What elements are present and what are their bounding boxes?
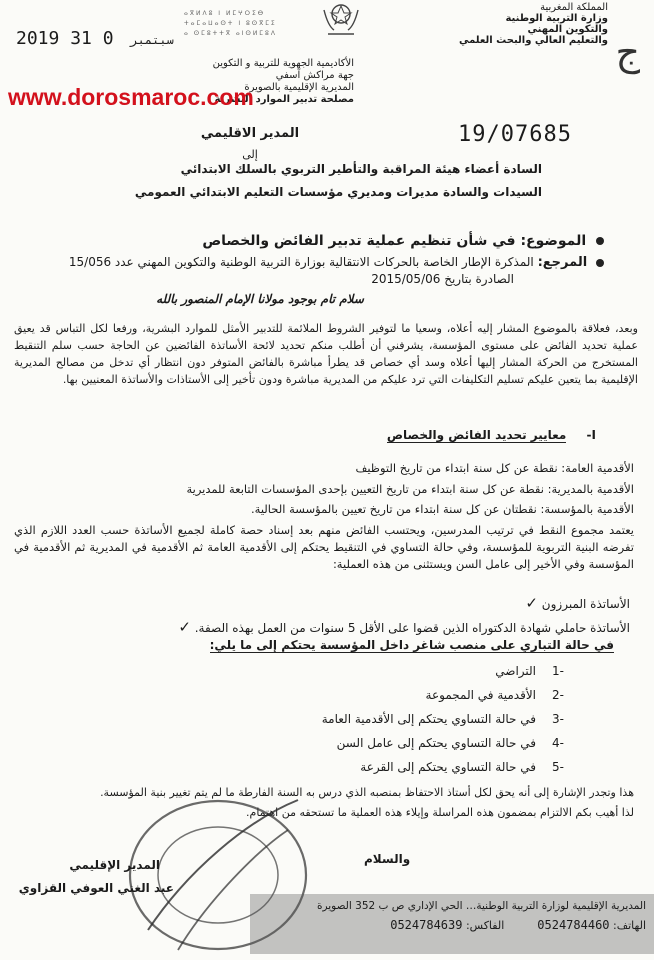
list-item: -1التراضي xyxy=(495,664,564,678)
footer-contacts xyxy=(250,918,646,932)
ministry-line-3: والتكوين المهني xyxy=(527,24,608,35)
reference-number: 19/07685 xyxy=(458,122,572,147)
vacancy-case-text: في حالة التباري على منصب شاغر داخل المؤسسة يحتكم إلى ما يلي: xyxy=(209,638,614,652)
closing-salutation: والسلام xyxy=(364,852,411,866)
phone-label: الهاتف: xyxy=(613,919,646,932)
checkmark-icon: ✓ xyxy=(525,594,538,612)
list-item: -2الأقدمية في المجموعة xyxy=(425,688,564,702)
letter-date xyxy=(16,28,180,49)
ministry-line-1: المملكة المغربية xyxy=(540,2,608,13)
exception-item xyxy=(20,594,630,612)
criterion-school-seniority: الأقدمية بالمؤسسة: نقطتان عن كل سنة ابتداء من تاريخ تعيين بالمؤسسة الحالية. xyxy=(251,502,634,516)
academy-line-1: الأكاديمية الجهوية للتربية و التكوين xyxy=(212,58,354,69)
fax-label: الفاكس: xyxy=(465,919,505,932)
section-title: معايير تحديد الفائض والخصاص xyxy=(386,428,567,442)
reference-line xyxy=(44,255,604,270)
academy-line-4: مصلحة تدبير الموارد البشرية xyxy=(214,94,354,105)
criterion-general-seniority: الأقدمية العامة: نقطة عن كل سنة ابتداء من تاريخ التوظيف xyxy=(355,461,634,475)
body-paragraph: وبعد، فعلاقة بالموضوع المشار إليه أعلاه، وسعيا ما لتوفير الشروط الملائمة للتدبير الأمثل للموارد البشرية، ورفعا لكل التباس قد يعيق عملية تحديد الفائض على مستوى المؤسسة، يشرفني أن أطلب منكم تحديد لائحة الأساتذة الفائضين عن الحاجة حسب سلم التنقيط المستخرج من الحركة المشار إليها أعلاه وسد أي خصاص قد يطرأ مباشرة بالفائض المتوفر دون انتظار أي تدخل من مصالح المديرية الإقليمية بما يتعين عليكم تسليم التكليفات التي ترد عليكم من المديرية مباشرة ودون تأخير إلى الأستاذات والأساتذة المعنيين بها. xyxy=(14,322,638,386)
to-label: إلى xyxy=(242,148,258,161)
academy-line-3: المديرية الإقليمية بالصويرة xyxy=(244,82,354,93)
subject-label: الموضوع: xyxy=(520,233,587,249)
list-item: -5في حالة التساوي يحتكم إلى القرعة xyxy=(360,760,564,774)
subject-line xyxy=(44,233,604,249)
ministry-line-2: وزارة التربية الوطنية xyxy=(505,13,608,24)
bullet-icon xyxy=(596,259,604,267)
recipients-line-2: السيدات والسادة مديرات ومديري مؤسسات التعليم الابتدائي العمومي xyxy=(134,185,542,199)
subject-text: في شأن تنظيم عملية تدبير الفائض والخصاص xyxy=(202,233,516,249)
reference-label: المرجع: xyxy=(537,255,588,270)
section-heading xyxy=(296,428,596,442)
signatory-role: المدير الإقليمي xyxy=(69,858,160,872)
phone-number: 0524784460 xyxy=(537,918,610,932)
vacancy-case-heading xyxy=(14,638,614,652)
academy-line-2: جهة مراكش آسفي xyxy=(275,70,354,81)
reference-date: الصادرة بتاريخ 2015/05/06 xyxy=(371,272,514,286)
ministry-line-4: والتعليم العالي والبحث العلمي xyxy=(458,35,608,46)
date-month: سبتمبر xyxy=(130,33,174,47)
fax-number: 0524784639 xyxy=(390,918,463,932)
list-item: -3في حالة التساوي يحتكم إلى الأقدمية العامة xyxy=(321,712,564,726)
exception-item xyxy=(20,618,630,636)
tifinagh-line-3: ⴰ ⵙⵎⵓⵜⵜⴳ ⴰⵏⵙⵍⵎⵓⴷ xyxy=(184,30,277,37)
reference-text: المذكرة الإطار الخاصة بالحركات الانتقالية بوزارة التربية الوطنية والتكوين المهني عدد 15/056 xyxy=(68,255,534,269)
greeting: سلام تام بوجود مولانا الإمام المنصور بالله xyxy=(156,292,364,306)
handwritten-page-mark: ج xyxy=(615,30,640,74)
date-day: 0 31 xyxy=(70,28,114,49)
website-watermark[interactable]: www.dorosmaroc.com xyxy=(8,84,254,110)
date-year: 2019 xyxy=(16,28,60,49)
criterion-directorate-seniority: الأقدمية بالمديرية: نقطة عن كل سنة ابتداء من تاريخ التعيين بإحدى المؤسسات التابعة للمديرية xyxy=(186,482,634,496)
tifinagh-line-2: ⵜⴰⵎⴰⵡⴰⵙⵜ ⵏ ⵓⵙⴳⵎⵉ xyxy=(184,20,277,27)
note-compliance: لذا أهيب بكم الالتزام بمضمون هذه المراسلة وإيلاء هذه العملية ما تستحقه من اهتمام. xyxy=(246,806,634,819)
bullet-icon xyxy=(596,237,604,245)
signatory-name: عبد الغني العوفي القزاوي xyxy=(18,881,174,895)
tifinagh-line-1: ⴰⴳⵍⴷⵓ ⵏ ⵍⵎⵖⵔⵉⴱ xyxy=(184,10,266,17)
ministry-header xyxy=(418,2,608,46)
footer-address: المديرية الإقليمية لوزارة التربية الوطنية… الحي الإداري ص ب 352 الصويرة xyxy=(316,900,646,912)
note-retention: هذا وتجدر الإشارة إلى أنه يحق لكل أستاذ الاحتفاظ بمنصبه الذي درس به السنة الفارطة ما لم يتم تغيير بنية المؤسسة. xyxy=(100,786,634,799)
exception-text: الأساتذة حاملي شهادة الدكتوراه الذين قضوا على الأقل 5 سنوات من العمل بهذه الصفة. xyxy=(194,621,630,635)
checkmark-icon: ✓ xyxy=(178,618,191,636)
sender-title: المدير الاقليمي xyxy=(200,126,300,141)
recipients-line-1: السادة أعضاء هيئة المراقبة والتأطير التربوي بالسلك الابتدائي xyxy=(180,162,542,176)
criteria-ranking-paragraph: يعتمد مجموع النقط في ترتيب المدرسين، ويحتسب الفائض منهم بعد إسناد حصة كاملة لجميع الأساتذة حسب العدد اللازم الذي تفرضه البنية التربوية للمؤسسة، وفي حالة التساوي في التنقيط يحتكم إلى الأقدمية العامة ثم الأقدمية في المديرية ثم الأقدمية في المؤسسة وفي الأخير إلى عامل السن ويستثنى من هذه العملية: xyxy=(14,523,634,571)
coat-of-arms-icon xyxy=(318,0,364,40)
section-number: I- xyxy=(586,428,596,442)
list-item: -4في حالة التساوي يحتكم إلى عامل السن xyxy=(336,736,564,750)
exception-text: الأساتذة المبرزون xyxy=(541,597,630,611)
